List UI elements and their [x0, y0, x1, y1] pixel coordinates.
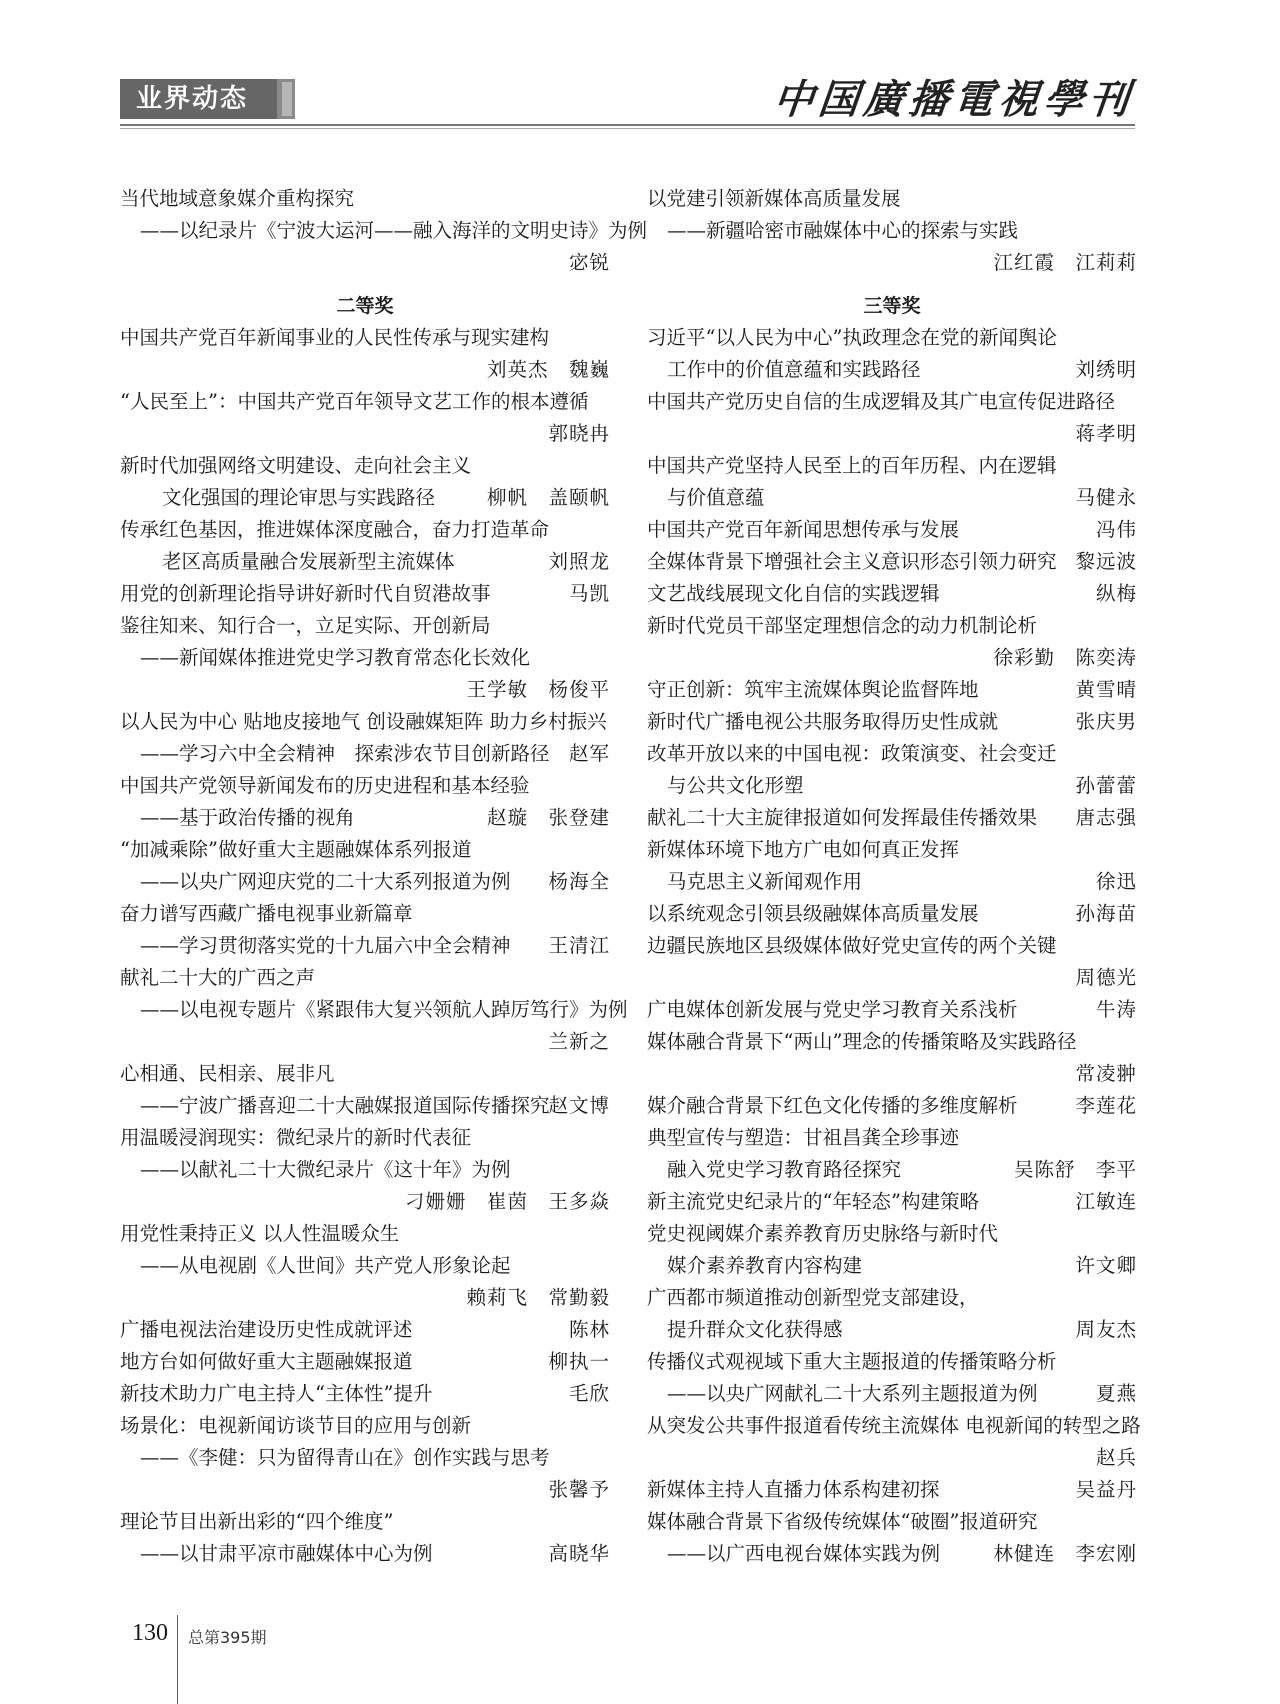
entry-author: 王学敏 杨俊平 — [466, 678, 610, 701]
section-tag — [120, 79, 277, 119]
entry-line — [647, 898, 1137, 930]
section-tag-bar-inner — [282, 82, 292, 116]
entry-author: 宓锐 — [568, 251, 610, 274]
entry-title: 献礼二十大的广西之声 — [120, 966, 316, 989]
entry-line — [120, 738, 610, 770]
entry-subtitle: ——以献礼二十大微纪录片《这十年》为例 — [140, 1158, 511, 1181]
entry-title: 媒介融合背景下红色文化传播的多维度解析 — [647, 1094, 1018, 1117]
entry-title: 广电媒体创新发展与党史学习教育关系浅析 — [647, 998, 1018, 1021]
entry-title: 新媒体主持人直播力体系构建初探 — [647, 1478, 940, 1501]
section-gap — [120, 279, 610, 290]
entry-line — [120, 578, 610, 610]
entry-line — [120, 450, 610, 482]
entry-author: 柳执一 — [548, 1350, 610, 1373]
entry-title: 媒介素养教育内容构建 — [667, 1254, 863, 1277]
entry-author: 林健连 李宏刚 — [993, 1542, 1137, 1565]
journal-logo: 中国廣播電視學刊 — [771, 76, 1137, 123]
entry-line — [120, 1058, 610, 1090]
entry-title: 理论节目出新出彩的“四个维度” — [120, 1510, 394, 1533]
entry-line — [647, 1538, 1137, 1570]
entry-title: 新技术助力广电主持人“主体性”提升 — [120, 1382, 433, 1405]
page-number: 130 — [132, 1620, 168, 1646]
entry-title: 守正创新：筑牢主流媒体舆论监督阵地 — [647, 678, 979, 701]
entry-title: 以党建引领新媒体高质量发展 — [647, 187, 901, 210]
entry-title: 提升群众文化获得感 — [667, 1318, 843, 1341]
entry-line — [120, 1250, 610, 1282]
left-column — [120, 183, 648, 1570]
entry-author: 陈林 — [568, 1318, 610, 1341]
entry-title: 中国共产党百年新闻思想传承与发展 — [647, 518, 960, 541]
entry-author: 赵军 — [568, 742, 610, 765]
entry-line — [120, 1122, 610, 1154]
entry-line — [120, 962, 610, 994]
author-line — [647, 418, 1137, 450]
entry-line — [647, 514, 1137, 546]
entry-title: 与公共文化形塑 — [667, 774, 804, 797]
entry-title: 新主流党史纪录片的“年轻态”构建策略 — [647, 1190, 979, 1213]
entry-title: 习近平“以人民为中心”执政理念在党的新闻舆论 — [647, 326, 1057, 349]
entry-line — [120, 1314, 610, 1346]
right-column — [647, 183, 1141, 1570]
entry-title: 典型宣传与塑造：甘祖昌龚全珍事迹 — [647, 1126, 960, 1149]
entry-title: 新媒体环境下地方广电如何真正发挥 — [647, 838, 960, 861]
entry-line — [120, 1378, 610, 1410]
author-line — [120, 674, 610, 706]
entry-line — [647, 1410, 1141, 1442]
entry-line — [120, 1218, 610, 1250]
author-line — [120, 354, 610, 386]
entry-title: 传播仪式观视域下重大主题报道的传播策略分析 — [647, 1350, 1057, 1373]
entry-author: 吴陈舒 李平 — [1013, 1158, 1137, 1181]
entry-author: 郭晓冉 — [548, 422, 610, 445]
entry-line — [647, 802, 1137, 834]
entry-line — [647, 1026, 1137, 1058]
entry-title: 党史视阈媒介素养教育历史脉络与新时代 — [647, 1222, 999, 1245]
entry-title: 中国共产党百年新闻事业的人民性传承与现实建构 — [120, 326, 550, 349]
author-line — [647, 1442, 1137, 1474]
entry-subtitle: ——学习贯彻落实党的十九届六中全会精神 — [140, 934, 511, 957]
entry-author: 张庆男 — [1075, 710, 1137, 733]
entry-title: 以系统观念引领县级融媒体高质量发展 — [647, 902, 979, 925]
entry-title: 用党性秉持正义 以人性温暖众生 — [120, 1222, 400, 1245]
entry-line — [120, 994, 628, 1026]
entry-subtitle: ——从电视剧《人世间》共产党人形象论起 — [140, 1254, 511, 1277]
entry-line — [647, 386, 1137, 418]
entry-title: 当代地域意象媒介重构探究 — [120, 187, 355, 210]
entry-line — [120, 482, 610, 514]
entry-author: 刁姗姗 崔茵 王多焱 — [404, 1190, 610, 1213]
entry-author: 赵璇 张登建 — [486, 806, 610, 829]
entry-line — [647, 994, 1137, 1026]
entry-line — [647, 706, 1137, 738]
author-line — [120, 1282, 610, 1314]
entry-subtitle: ——基于政治传播的视角 — [140, 806, 355, 829]
entry-line — [647, 450, 1137, 482]
entry-line — [120, 1538, 610, 1570]
entry-title: 中国共产党历史自信的生成逻辑及其广电宣传促进路径 — [647, 390, 1116, 413]
entry-title: 广西都市频道推动创新型党支部建设， — [647, 1286, 979, 1309]
entry-line — [120, 706, 610, 738]
entry-subtitle: ——以广西电视台媒体实践为例 — [667, 1542, 941, 1565]
entry-line — [120, 1346, 610, 1378]
entry-title: 广播电视法治建设历史性成就评述 — [120, 1318, 413, 1341]
entry-title: 心相通、民相亲、展非凡 — [120, 1062, 335, 1085]
entry-line — [120, 183, 610, 215]
entry-author: 李莲花 — [1075, 1094, 1137, 1117]
entry-title: 融入党史学习教育路径探究 — [667, 1158, 902, 1181]
entry-author: 王清江 — [548, 934, 610, 957]
entry-author: 兰新之 — [548, 1030, 610, 1053]
entry-line — [647, 1346, 1137, 1378]
entry-line — [647, 1474, 1137, 1506]
entry-author: 黎远波 — [1075, 550, 1137, 573]
entry-subtitle: ——以甘肃平凉市融媒体中心为例 — [140, 1542, 433, 1565]
entry-title: 媒体融合背景下“两山”理念的传播策略及实践路径 — [647, 1030, 1077, 1053]
entry-line — [647, 1154, 1137, 1186]
entry-title: 改革开放以来的中国电视：政策演变、社会变迁 — [647, 742, 1057, 765]
entry-line — [120, 1154, 610, 1186]
entry-title: 工作中的价值意蕴和实践路径 — [667, 358, 921, 381]
entry-subtitle: ——以纪录片《宁波大运河——融入海洋的文明史诗》为例 — [140, 219, 648, 242]
entry-line — [647, 1186, 1137, 1218]
entry-line — [647, 770, 1137, 802]
entry-author: 冯伟 — [1095, 518, 1137, 541]
entry-line — [647, 1090, 1137, 1122]
entry-line — [647, 866, 1137, 898]
entry-line — [120, 386, 610, 418]
entry-author: 黄雪晴 — [1075, 678, 1137, 701]
entry-line — [647, 546, 1137, 578]
entry-author: 柳帆 盖颐帆 — [486, 486, 610, 509]
entry-subtitle: ——新疆哈密市融媒体中心的探索与实践 — [667, 219, 1019, 242]
entry-line — [647, 1122, 1137, 1154]
entry-author: 纵梅 — [1095, 582, 1137, 605]
entry-line — [120, 770, 610, 802]
entry-author: 徐迅 — [1095, 870, 1137, 893]
entry-author: 毛欣 — [568, 1382, 610, 1405]
entry-title: 媒体融合背景下省级传统媒体“破圈”报道研究 — [647, 1510, 1038, 1533]
entry-title: 老区高质量融合发展新型主流媒体 — [162, 550, 455, 573]
entry-author: 马凯 — [568, 582, 610, 605]
entry-line — [647, 578, 1137, 610]
entry-author: 江红霞 江莉莉 — [993, 251, 1137, 274]
prize-heading: 三等奖 — [863, 295, 921, 317]
entry-author: 赵兵 — [1095, 1446, 1137, 1469]
entry-title: 文化强国的理论审思与实践路径 — [162, 486, 436, 509]
entry-author: 杨海全 — [548, 870, 610, 893]
entry-subtitle: ——学习六中全会精神 探索涉农节目创新路径 — [140, 742, 550, 765]
header-rule — [120, 124, 1135, 126]
entry-author: 刘英杰 魏巍 — [486, 358, 610, 381]
entry-subtitle: ——以央广网献礼二十大系列主题报道为例 — [667, 1382, 1038, 1405]
entry-title: 鉴往知来、知行合一，立足实际、开创新局 — [120, 614, 491, 637]
entry-author: 吴益丹 — [1075, 1478, 1137, 1501]
entry-author: 徐彩勤 陈奕涛 — [993, 646, 1137, 669]
entry-line — [647, 1314, 1137, 1346]
entry-author: 刘绣明 — [1075, 358, 1137, 381]
entry-author: 刘照龙 — [548, 550, 610, 573]
entry-author: 周德光 — [1075, 966, 1137, 989]
prize-heading: 二等奖 — [336, 295, 394, 317]
entry-title: 边疆民族地区县级媒体做好党史宣传的两个关键 — [647, 934, 1057, 957]
entry-title: 马克思主义新闻观作用 — [667, 870, 863, 893]
entry-title: 奋力谱写西藏广播电视事业新篇章 — [120, 902, 413, 925]
entry-subtitle: ——以电视专题片《紧跟伟大复兴领航人踔厉笃行》为例 — [140, 998, 628, 1021]
entry-title: 用党的创新理论指导讲好新时代自贸港故事 — [120, 582, 491, 605]
entry-title: 新时代党员干部坚定理想信念的动力机制论析 — [647, 614, 1038, 637]
entry-title: 中国共产党领导新闻发布的历史进程和基本经验 — [120, 774, 530, 797]
entry-line — [120, 802, 610, 834]
entry-line — [120, 930, 610, 962]
entry-line — [120, 834, 610, 866]
author-line — [120, 1474, 610, 1506]
entry-subtitle: ——《李健：只为留得青山在》创作实践与思考 — [140, 1446, 550, 1469]
entry-line — [120, 1410, 610, 1442]
author-line — [120, 1026, 610, 1058]
entry-line — [647, 1378, 1137, 1410]
entry-title: 与价值意蕴 — [667, 486, 765, 509]
entry-line — [647, 1506, 1137, 1538]
entry-line — [647, 354, 1137, 386]
entry-author: 蒋孝明 — [1075, 422, 1137, 445]
entry-author: 马健永 — [1075, 486, 1137, 509]
author-line — [120, 418, 610, 450]
entry-line — [647, 1218, 1137, 1250]
section-gap — [647, 279, 1137, 290]
entry-subtitle: ——以央广网迎庆党的二十大系列报道为例 — [140, 870, 511, 893]
entry-line — [647, 1282, 1137, 1314]
issue-number: 总第395期 — [188, 1628, 267, 1647]
entry-line — [647, 215, 1137, 247]
author-line — [647, 962, 1137, 994]
entry-line — [647, 610, 1137, 642]
entry-line — [120, 514, 610, 546]
entry-author: 常凌翀 — [1075, 1062, 1137, 1085]
entry-title: 从突发公共事件报道看传统主流媒体 电视新闻的转型之路 — [647, 1414, 1141, 1437]
entry-line — [647, 1250, 1137, 1282]
author-line — [120, 1186, 610, 1218]
entry-title: 新时代加强网络文明建设、走向社会主义 — [120, 454, 472, 477]
entry-author: 唐志强 — [1075, 806, 1137, 829]
entry-line — [647, 183, 1137, 215]
entry-line — [120, 215, 648, 247]
entry-author: 赖莉飞 常勤毅 — [466, 1286, 610, 1309]
entry-title: “人民至上”：中国共产党百年领导文艺工作的根本遵循 — [120, 390, 589, 413]
entry-line — [120, 1442, 610, 1474]
entry-title: 以人民为中心 贴地皮接地气 创设融媒矩阵 助力乡村振兴 — [120, 710, 607, 733]
entry-author: 赵文博 — [548, 1094, 610, 1117]
entry-title: 献礼二十大主旋律报道如何发挥最佳传播效果 — [647, 806, 1038, 829]
entry-title: 中国共产党坚持人民至上的百年历程、内在逻辑 — [647, 454, 1057, 477]
entry-line — [647, 674, 1137, 706]
entry-line — [120, 546, 610, 578]
entry-title: “加减乘除”做好重大主题融媒体系列报道 — [120, 838, 472, 861]
author-line — [120, 247, 610, 279]
entry-author: 张馨予 — [548, 1478, 610, 1501]
entry-title: 传承红色基因，推进媒体深度融合，奋力打造革命 — [120, 518, 550, 541]
entry-author: 牛涛 — [1095, 998, 1137, 1021]
entry-line — [120, 322, 610, 354]
entry-line — [120, 610, 610, 642]
entry-line — [120, 1090, 610, 1122]
entry-title: 新时代广播电视公共服务取得历史性成就 — [647, 710, 999, 733]
entry-line — [120, 1506, 610, 1538]
entry-title: 全媒体背景下增强社会主义意识形态引领力研究 — [647, 550, 1057, 573]
author-line — [647, 642, 1137, 674]
header-rule-thin — [120, 128, 1135, 129]
entry-line — [647, 834, 1137, 866]
entry-author: 高晓华 — [548, 1542, 610, 1565]
entry-line — [120, 866, 610, 898]
entry-author: 江敏连 — [1075, 1190, 1137, 1213]
entry-line — [120, 642, 610, 674]
section-label: 业界动态 — [136, 84, 249, 114]
entry-title: 地方台如何做好重大主题融媒报道 — [120, 1350, 413, 1373]
entry-subtitle: ——新闻媒体推进党史学习教育常态化长效化 — [140, 646, 531, 669]
entry-title: 场景化：电视新闻访谈节目的应用与创新 — [120, 1414, 472, 1437]
entry-author: 孙蕾蕾 — [1075, 774, 1137, 797]
entry-line — [647, 482, 1137, 514]
entry-line — [120, 898, 610, 930]
entry-author: 周友杰 — [1075, 1318, 1137, 1341]
entry-line — [647, 322, 1137, 354]
entry-title: 用温暖浸润现实：微纪录片的新时代表征 — [120, 1126, 472, 1149]
author-line — [647, 1058, 1137, 1090]
entry-author: 夏燕 — [1095, 1382, 1137, 1405]
footer-divider — [177, 1615, 178, 1704]
entry-author: 孙海苗 — [1075, 902, 1137, 925]
entry-title: 文艺战线展现文化自信的实践逻辑 — [647, 582, 940, 605]
entry-line — [647, 930, 1137, 962]
entry-line — [647, 738, 1137, 770]
entry-author: 许文卿 — [1075, 1254, 1137, 1277]
author-line — [647, 247, 1137, 279]
entry-subtitle: ——宁波广播喜迎二十大融媒报道国际传播探究 — [140, 1094, 550, 1117]
